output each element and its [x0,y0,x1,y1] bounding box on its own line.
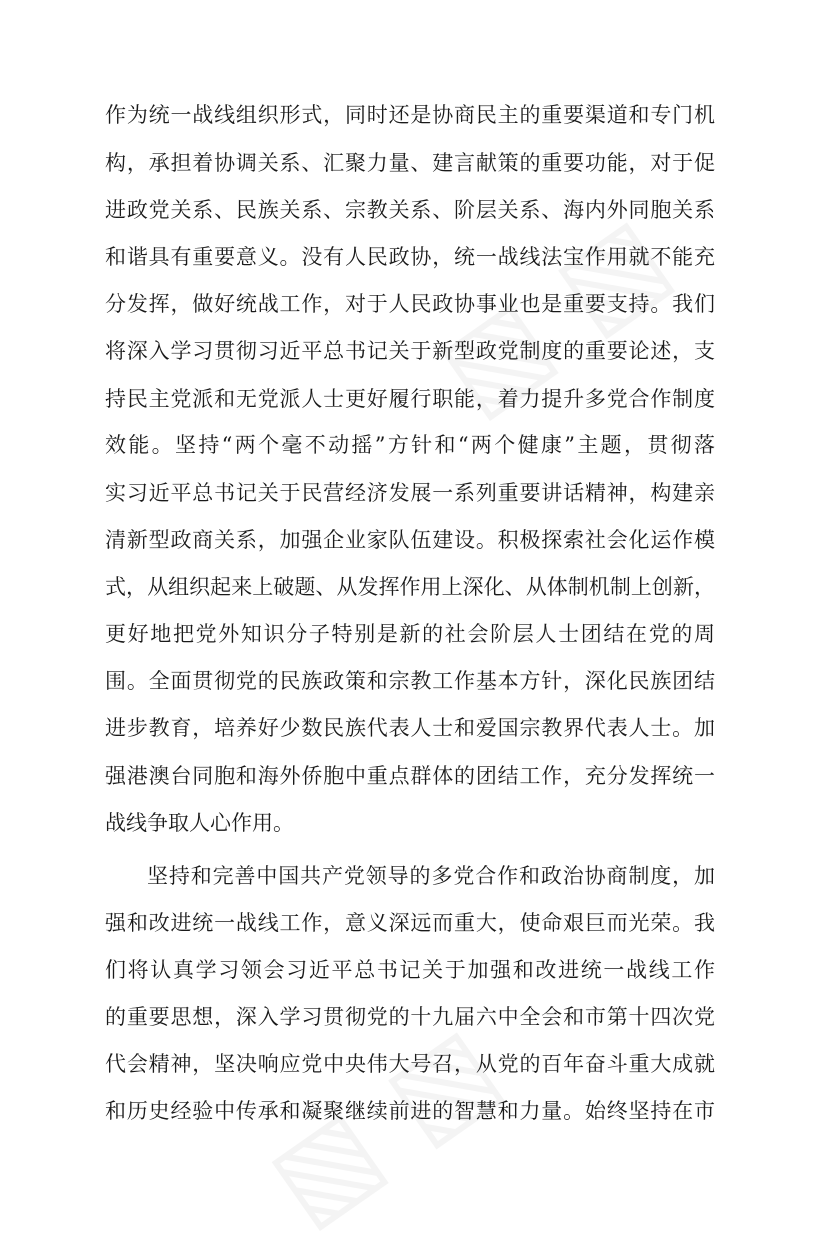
text-line: 效能。坚持“两个毫不动摇”方针和“两个健康”主题，贯彻落 [105,433,715,457]
text-line: 更好地把党外知识分子特别是新的社会阶层人士团结在党的周 [105,622,715,646]
text-line: 进政党关系、民族关系、宗教关系、阶层关系、海内外同胞关系 [105,198,715,222]
text-line: 和谐具有重要意义。没有人民政协，统一战线法宝作用就不能充 [105,245,715,269]
text-line: 战线争取人心作用。 [105,811,294,835]
text-line: 持民主党派和无党派人士更好履行职能，着力提升多党合作制度 [105,387,715,411]
text-line: 将深入学习贯彻习近平总书记关于新型政党制度的重要论述，支 [105,339,715,363]
text-line: 代会精神，坚决响应党中央伟大号召，从党的百年奋斗重大成就 [105,1052,715,1076]
text-line: 们将认真学习领会习近平总书记关于加强和改进统一战线工作 [105,958,715,982]
text-line: 构，承担着协调关系、汇聚力量、建言献策的重要功能，对于促 [105,151,715,175]
text-line: 强和改进统一战线工作，意义深远而重大，使命艰巨而光荣。我 [105,911,715,935]
text-line: 作为统一战线组织形式，同时还是协商民主的重要渠道和专门机 [105,103,715,127]
text-line: 强港澳台同胞和海外侨胞中重点群体的团结工作，充分发挥统一 [105,764,715,788]
text-line: 清新型政商关系，加强企业家队伍建设。积极探索社会化运作模 [105,528,715,552]
text-line: 式，从组织起来上破题、从发挥作用上深化、从体制机制上创新， [105,575,715,599]
paragraph-first-line: 坚持和完善中国共产党领导的多党合作和政治协商制度，加 [147,864,715,888]
text-line: 实习近平总书记关于民营经济发展一系列重要讲话精神，构建亲 [105,481,715,505]
text-line: 围。全面贯彻党的民族政策和宗教工作基本方针，深化民族团结 [105,669,715,693]
text-line: 和历史经验中传承和凝聚继续前进的智慧和力量。始终坚持在市 [105,1099,715,1123]
text-line: 分发挥，做好统战工作，对于人民政协事业也是重要支持。我们 [105,292,715,316]
text-line: 进步教育，培养好少数民族代表人士和爱国宗教界代表人士。加 [105,716,715,740]
text-line: 的重要思想，深入学习贯彻党的十九届六中全会和市第十四次党 [105,1005,715,1029]
